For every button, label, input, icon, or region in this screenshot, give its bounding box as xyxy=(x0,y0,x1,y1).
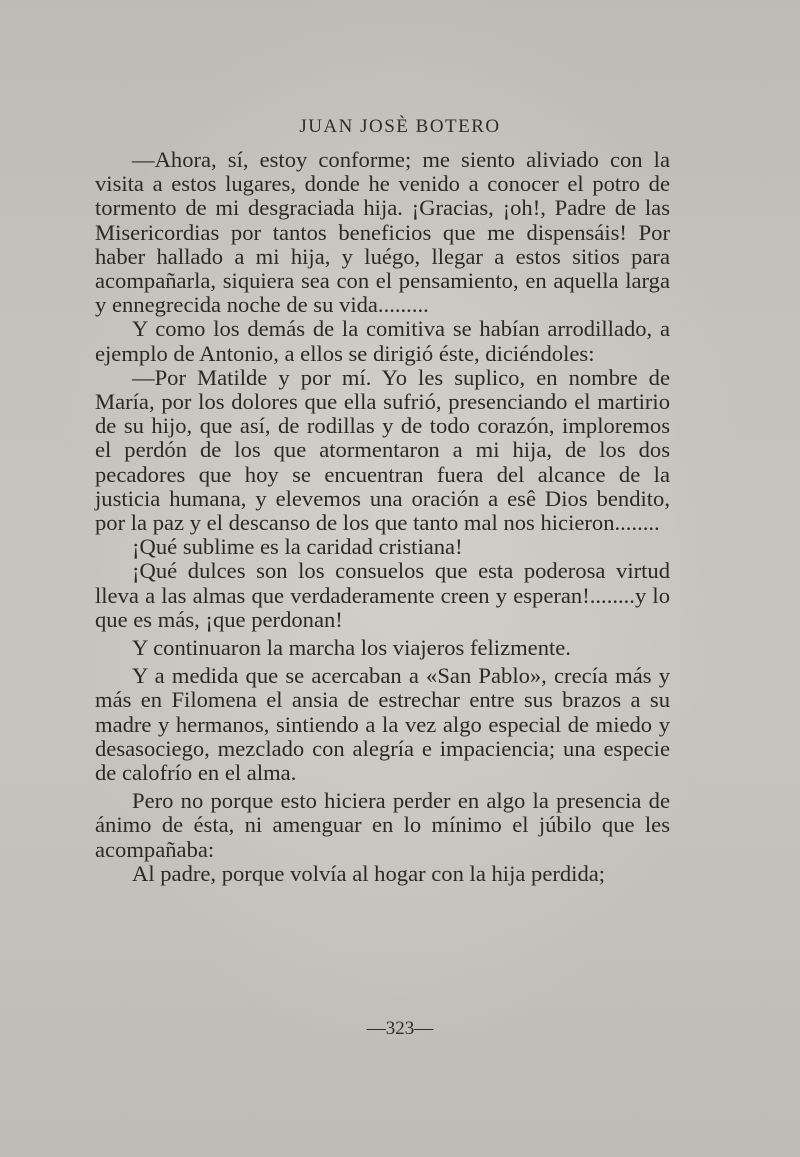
paragraph: Y a medida que se acercaban a «San Pablo», crecía más y más en Filomena el ansia de estrechar entre sus brazos a su madre y hermanos, sintiendo a la vez algo especial de miedo y desasociego, mezclado con alegría e impaciencia; una especie de calofrío en el alma. xyxy=(95,663,670,786)
running-head: JUAN JOSÈ BOTERO xyxy=(299,116,501,137)
paragraph: Y continuaron la marcha los viajeros felizmente. xyxy=(132,635,571,661)
page-number: —323— xyxy=(366,1018,434,1039)
paragraph: —Por Matilde y por mí. Yo les suplico, en nombre de María, por los dolores que ella sufrió, presenciando el martirio de su hijo, que así, de rodillas y de todo corazón, imploremos el perdón de los que atormentaron a mi hija, de los dos pecadores que hoy se encuentran fuera del alcance de la justicia humana, y elevemos una oración a esê Dios bendito, por la paz y el descanso de los que tanto mal nos hicieron........ xyxy=(95,364,670,536)
paragraph: Pero no porque esto hiciera perder en algo la presencia de ánimo de ésta, ni amenguar en lo mínimo el júbilo que les acompañaba: xyxy=(95,788,670,862)
body-text xyxy=(95,148,670,886)
paragraph: ¡Qué dulces son los consuelos que esta poderosa virtud lleva a las almas que verdaderamente creen y esperan!........y lo que es más, ¡que perdonan! xyxy=(95,558,670,632)
paragraph: ¡Qué sublime es la caridad cristiana! xyxy=(132,534,463,560)
paragraph: Al padre, porque volvía al hogar con la hija perdida; xyxy=(132,860,606,886)
paragraph: Y como los demás de la comitiva se habían arrodillado, a ejemplo de Antonio, a ellos se dirigió éste, diciéndoles: xyxy=(95,316,670,366)
paragraph: —Ahora, sí, estoy conforme; me siento aliviado con la visita a estos lugares, donde he venido a conocer el potro de tormento de mi desgraciada hija. ¡Gracias, ¡oh!, Padre de las Misericordias por tantos beneficios que me dispensáis! Por haber hallado a mi hija, y luégo, llegar a estos sitios para acompañarla, siquiera sea con el pensamiento, en aquella larga y ennegrecida noche de su vida......... xyxy=(95,147,670,318)
